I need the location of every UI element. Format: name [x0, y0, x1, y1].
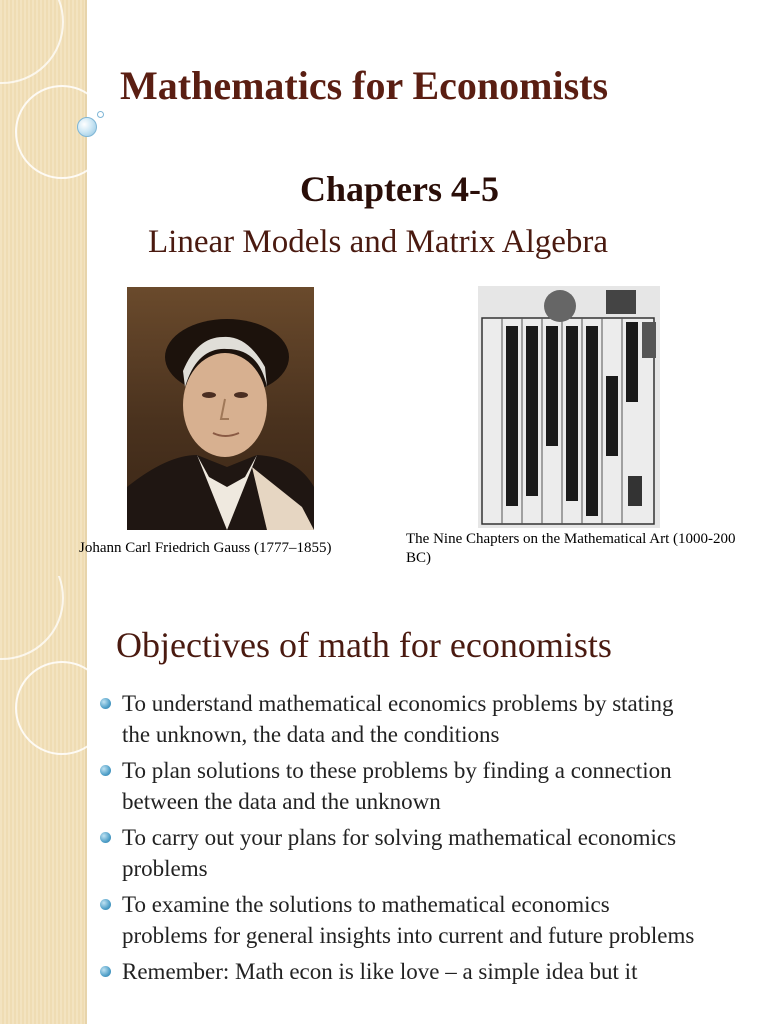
slide-objectives: [0, 576, 768, 1024]
bullet-dot-icon: [100, 899, 111, 910]
list-item: To understand mathematical economics problems by stating the unknown, the data and the conditions: [100, 688, 700, 750]
nine-chapters-image: [478, 286, 660, 528]
side-divider: [85, 0, 87, 576]
list-item: To examine the solutions to mathematical economics problems for general insights into current and future problems: [100, 889, 700, 951]
slide-title-text: Mathematics for Economists: [120, 63, 609, 108]
bubble-decoration: [77, 117, 97, 137]
list-item: To plan solutions to these problems by finding a connection between the data and the unknown: [100, 755, 700, 817]
bullet-dot-icon: [100, 832, 111, 843]
decorative-ring: [15, 661, 109, 755]
slide-subtitle: Linear Models and Matrix Algebra: [148, 224, 609, 260]
chapters-heading: Chapters 4-5: [300, 169, 499, 209]
nine-chapters-caption: The Nine Chapters on the Mathematical Art (1000-200 BC): [406, 531, 736, 566]
objectives-title: Objectives of math for economists: [116, 625, 612, 665]
bullet-dot-icon: [100, 698, 111, 709]
gauss-portrait: [127, 287, 314, 530]
list-item: Remember: Math econ is like love – a simple idea but it: [100, 956, 700, 987]
side-divider: [85, 576, 87, 1024]
bullet-dot-icon: [100, 966, 111, 977]
gauss-caption: Johann Carl Friedrich Gauss (1777–1855): [79, 540, 332, 556]
list-item: To carry out your plans for solving mathematical economics problems: [100, 822, 700, 884]
bubble-decoration-small: [97, 111, 104, 118]
objectives-list: [100, 688, 700, 992]
bullet-dot-icon: [100, 765, 111, 776]
